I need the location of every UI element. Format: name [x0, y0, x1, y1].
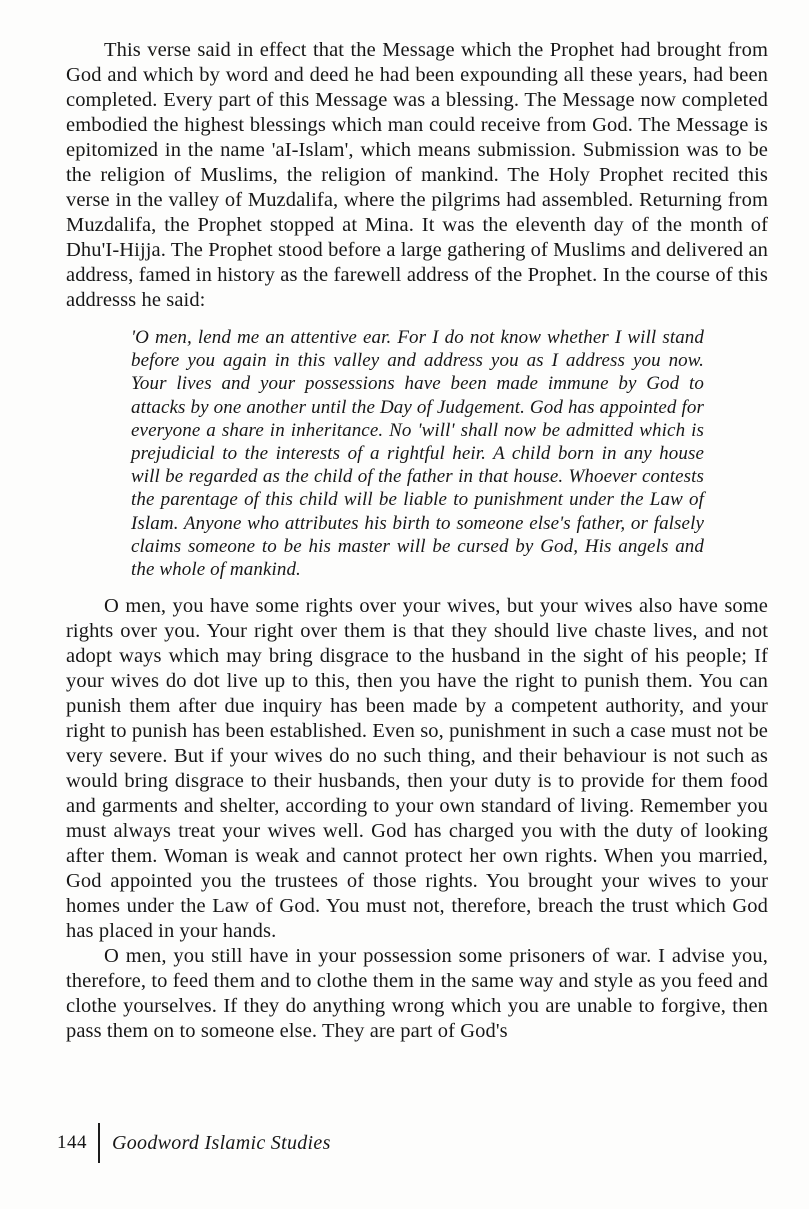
page-number: 144: [57, 1132, 87, 1153]
footer-divider: [98, 1123, 100, 1163]
running-title: Goodword Islamic Studies: [112, 1131, 331, 1154]
text-block: [66, 38, 768, 1044]
paragraph-prisoners-of-war: O men, you still have in your possession some prisoners of war. I advise you, therefore, to feed them and to clothe them in the same way and style as you feed and clothe yourselves. If they do anything wrong which you are unable to forgive, then pass them on to someone else. They are part of God's: [66, 945, 768, 1043]
paragraph-message-completed: This verse said in effect that the Message which the Prophet had brought from God and which by word and deed he had been expounding all these years, had been completed. Every part of this Message was a blessing. The Message now completed embodied the highest blessings which man could receive from God. The Message is epitomized in the name 'aI-Islam', which means submission. Submission was to be the religion of Muslims, the religion of mankind. The Holy Prophet recited this verse in the valley of Muzdalifa, where the pilgrims had assembled. Returning from Muzdalifa, the Prophet stopped at Mina. It was the eleventh day of the month of Dhu'I-Hijja. The Prophet stood before a large gathering of Muslims and delivered an address, famed in history as the farewell address of the Prophet. In the course of this addresss he said:: [66, 39, 768, 311]
farewell-address-quote: 'O men, lend me an attentive ear. For I do not know whether I will stand before you again in this valley and address you as I address you now. Your lives and your possessions have been made immune by God to attacks by one another until the Day of Judgement. God has appointed for everyone a share in inheritance. No 'will' shall now be admitted which is prejudicial to the interests of a rightful heir. A child born in any house will be regarded as the child of the father in that house. Whoever contests the parentage of this child will be liable to punishment under the Law of Islam. Anyone who attributes his birth to someone else's father, or falsely claims someone to be his master will be cursed by God, His angels and the whole of mankind.: [131, 327, 704, 581]
paragraph-rights-over-wives: O men, you have some rights over your wives, but your wives also have some rights over you. Your right over them is that they should live chaste lives, and not adopt ways which may bring disgrace to the husband in the sight of his people; If your wives do dot live up to this, then you have the right to punish them. You can punish them after due inquiry has been made by a competent authority, and your right to punish has been established. Even so, punishment in such a case must not be very severe. But if your wives do no such thing, and their behaviour is not such as would bring disgrace to their husbands, then your duty is to provide for them food and garments and shelter, according to your own standard of living. Remember you must always treat your wives well. God has charged you with the duty of looking after them. Woman is weak and cannot protect her own rights. When you married, God appointed you the trustees of those rights. You brought your wives to your homes under the Law of God. You must not, therefore, breach the trust which God has placed in your hands.: [66, 595, 768, 943]
page-footer: [57, 1122, 331, 1164]
